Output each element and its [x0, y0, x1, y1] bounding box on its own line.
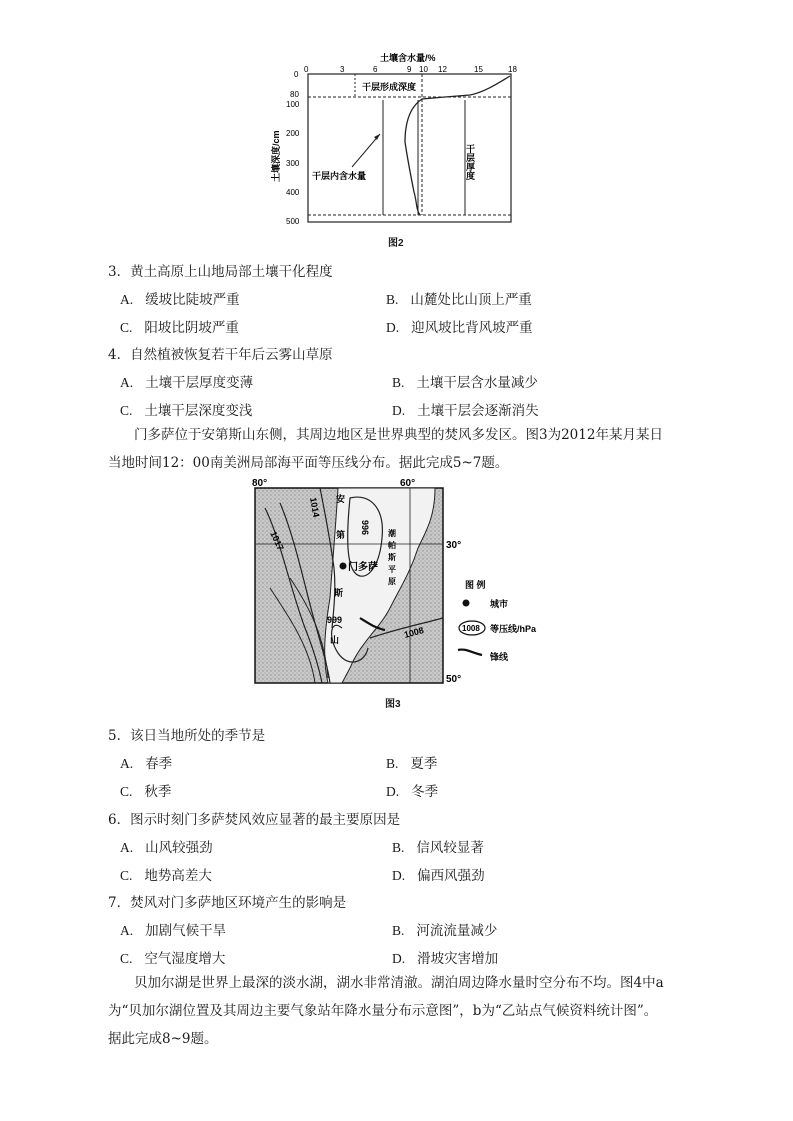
x-tick: 12 [438, 65, 447, 74]
q7-option-c[interactable] [120, 947, 225, 967]
lon-60-label: 60° [400, 478, 416, 489]
q3-option-c[interactable] [120, 316, 239, 336]
lon-80-label: 80° [252, 478, 268, 489]
option-key: B. [392, 375, 405, 390]
mountain-char: 安 [336, 494, 346, 504]
q7-option-d[interactable] [392, 947, 498, 967]
option-key: A. [120, 292, 134, 307]
option-key: A. [120, 375, 134, 390]
option-key: B. [386, 292, 399, 307]
isobar-1017-label: 1017 [268, 529, 286, 552]
passage-line: 据此完成8~9题。 [108, 1031, 218, 1047]
q3-option-b[interactable] [386, 288, 532, 308]
passage-mendoza [108, 421, 708, 477]
option-text: 春季 [145, 756, 173, 772]
fig2-label-depth: 干层形成深度 [362, 82, 417, 92]
option-text: 土壤干层深度变浅 [144, 403, 253, 419]
option-text: 地势高差大 [144, 868, 212, 884]
y-tick: 80 [290, 90, 299, 99]
city-marker [340, 563, 347, 570]
legend-city-icon [463, 600, 470, 607]
option-text: 土壤干层含水量减少 [416, 375, 538, 391]
passage-line: 贝加尔湖是世界上最深的淡水湖，湖水非常清澈。湖泊周边降水量时空分布不均。图4中a [134, 975, 664, 991]
q5-option-b[interactable] [386, 752, 437, 772]
option-key: B. [386, 756, 399, 771]
fig2-axis-title: 土壤含水量/% [380, 53, 436, 63]
region-char: 原 [388, 577, 396, 586]
option-text: 秋季 [144, 784, 172, 800]
figure-2 [270, 52, 530, 246]
region-char: 平 [388, 565, 396, 574]
region-char: 潮 [388, 529, 396, 538]
mountain-char: 山 [330, 635, 340, 645]
region-char: 帕 [388, 541, 396, 550]
legend-front-label: 锋线 [490, 652, 509, 662]
mountain-char: 第 [336, 530, 346, 540]
south-america-isobar-map [250, 478, 540, 688]
q3-option-d[interactable] [386, 316, 533, 336]
option-key: D. [386, 320, 400, 335]
option-key: A. [120, 756, 134, 771]
option-key: C. [120, 951, 133, 966]
fig2-label-water: 干层内含水量 [312, 171, 367, 181]
figure-3 [250, 478, 540, 688]
legend-front-icon [458, 650, 482, 655]
question-3-stem: 3．黄土高原上山地局部土壤干化程度 [108, 264, 333, 280]
isobar-999-label: 999 [327, 615, 343, 625]
option-text: 冬季 [411, 784, 439, 800]
option-key: C. [120, 403, 133, 418]
option-key: D. [386, 784, 400, 799]
passage-line: 为“贝加尔湖位置及其周边主要气象站年降水量分布示意图”，b为“乙站点气候资料统计图”。 [108, 1003, 658, 1019]
fig2-y-label: 土壤深度/cm [271, 130, 281, 182]
option-key: C. [120, 868, 133, 883]
isobar-1008-label: 1008 [402, 625, 425, 640]
option-key: D. [392, 403, 406, 418]
y-tick: 100 [286, 100, 300, 109]
y-tick: 200 [286, 129, 300, 138]
y-tick: 0 [294, 70, 299, 79]
q4-option-c[interactable] [120, 399, 252, 419]
q6-option-b[interactable] [392, 836, 484, 856]
option-text: 缓坡比陡坡严重 [145, 292, 240, 308]
option-text: 山麓处比山顶上严重 [410, 292, 532, 308]
question-5-stem: 5．该日当地所处的季节是 [108, 728, 266, 744]
figure-2-caption: 图2 [388, 238, 404, 249]
fig2-label-thick: 干层厚度 [465, 144, 475, 180]
mountain-char: 斯 [334, 588, 344, 598]
x-tick: 6 [373, 65, 378, 74]
option-key: D. [392, 868, 406, 883]
q4-option-a[interactable] [120, 371, 253, 391]
q6-option-a[interactable] [120, 836, 213, 856]
x-tick: 15 [474, 65, 483, 74]
option-text: 土壤干层厚度变薄 [145, 375, 254, 391]
y-tick: 400 [286, 188, 300, 197]
option-text: 信风较显著 [416, 840, 484, 856]
question-7-stem: 7．焚风对门多萨地区环境产生的影响是 [108, 895, 347, 911]
passage-line: 当地时间12：00南美洲局部海平面等压线分布。据此完成5~7题。 [108, 455, 509, 471]
soil-moisture-chart [270, 52, 530, 246]
option-key: B. [392, 923, 405, 938]
isobar-996-label: 996 [360, 520, 370, 536]
legend-title: 图 例 [465, 580, 486, 590]
y-tick: 300 [286, 159, 300, 168]
region-char: 斯 [388, 553, 396, 562]
option-key: D. [392, 951, 406, 966]
q5-option-c[interactable] [120, 780, 171, 800]
option-text: 土壤干层会逐渐消失 [417, 403, 539, 419]
figure-3-caption: 图3 [385, 699, 401, 710]
q5-option-a[interactable] [120, 752, 172, 772]
q7-option-a[interactable] [120, 919, 226, 939]
x-tick: 10 [419, 65, 428, 74]
option-text: 迎风坡比背风坡严重 [411, 320, 533, 336]
y-tick: 500 [286, 217, 300, 226]
option-text: 夏季 [410, 756, 438, 772]
q6-option-c[interactable] [120, 864, 212, 884]
city-label: 门多萨 [348, 562, 378, 573]
q6-option-d[interactable] [392, 864, 485, 884]
q7-option-b[interactable] [392, 919, 497, 939]
question-4-stem: 4．自然植被恢复若干年后云雾山草原 [108, 347, 333, 363]
option-text: 空气湿度增大 [144, 951, 226, 967]
lat-50-label: 50° [446, 674, 462, 685]
option-key: A. [120, 840, 134, 855]
q4-option-d[interactable] [392, 399, 539, 419]
x-tick: 3 [340, 65, 345, 74]
option-text: 河流流量减少 [416, 923, 498, 939]
q4-option-b[interactable] [392, 371, 538, 391]
option-key: B. [392, 840, 405, 855]
option-text: 山风较强劲 [145, 840, 213, 856]
option-text: 阳坡比阴坡严重 [144, 320, 239, 336]
legend-isobar-label: 等压线/hPa [490, 624, 537, 634]
q3-option-a[interactable] [120, 288, 240, 308]
lat-30-label: 30° [446, 540, 462, 551]
passage-line: 门多萨位于安第斯山东侧，其周边地区是世界典型的焚风多发区。图3为2012年某月某日 [134, 427, 663, 443]
passage-baikal [108, 969, 728, 1053]
option-key: A. [120, 923, 134, 938]
x-tick: 0 [304, 65, 309, 74]
option-key: C. [120, 784, 133, 799]
x-tick: 18 [508, 65, 517, 74]
option-key: C. [120, 320, 133, 335]
x-tick: 9 [407, 65, 412, 74]
legend-isobar-sample: 1008 [462, 624, 480, 633]
question-6-stem: 6．图示时刻门多萨焚风效应显著的最主要原因是 [108, 812, 401, 828]
option-text: 滑坡灾害增加 [417, 951, 499, 967]
q5-option-d[interactable] [386, 780, 438, 800]
option-text: 偏西风强劲 [417, 868, 485, 884]
legend-city-label: 城市 [490, 599, 509, 609]
option-text: 加剧气候干旱 [145, 923, 227, 939]
isobar-1014-label: 1014 [308, 496, 322, 519]
